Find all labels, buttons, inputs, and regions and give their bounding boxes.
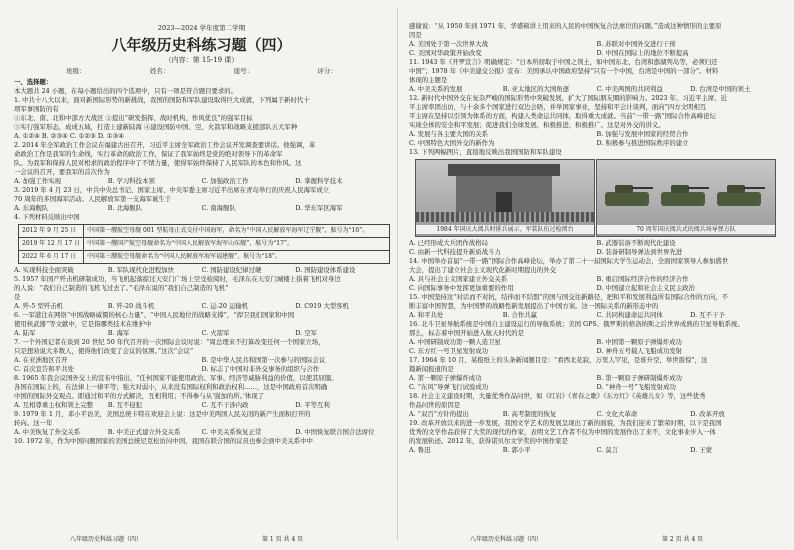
table-cell-date: 2019 年 12 月 17 日 [19,238,84,251]
question-14 [409,257,784,293]
question-line: 本大题共 24 小题，在每小题给出的四个选项中，只有一项是符合题目要求的。 [14,87,238,95]
option: B. 互不侵犯 [107,401,143,409]
question-line: 大会，提出了建立社会主义现代化新时期提出的外交 [409,266,556,274]
option: D. C919 大型客机 [295,302,349,310]
question-line: 3. 2019 年 4 月 23 日，中共中央总书记、国家主席、中央军委主席习近平出席在青岛举行的庆祝人民海军成立 [14,186,330,194]
question-line: 各国在国际上的，在法律上一律平等；强大对弱小，从来没有国际权利和政治权利……，这是中国政府首次明确 [14,383,328,391]
options [409,239,784,248]
footer-right-page: 第 2 页 共 4 页 [662,536,704,543]
option: B. 合作共赢 [502,311,538,319]
option: B. 中美正式建立外交关系 [107,428,181,436]
exam-title: 八年级历史科练习题（四） [111,36,292,54]
missile-vehicles-illustration [605,182,765,216]
question-15 [409,293,784,320]
option: A. 加强工作实现 [14,177,62,185]
question-4 [14,213,389,275]
question-line: 作品问世的原因是 [409,401,461,409]
option: A. 陆军 [14,329,36,337]
question-7 [14,338,389,374]
question-line: 只是想劝说大多数人，使得他们改变了会议的氛围。”这次“会议” [14,347,194,355]
question-line: ③实行强军形态，成成五域，打造上建新陆海 ④建设国防中国、空、火箭军和战略支援部队五大军种 [14,123,298,131]
question-16 [409,320,784,356]
option: C. 火箭军 [201,329,230,337]
option: D. 空军 [295,329,317,337]
options [14,266,389,275]
question-line: 项军事国防的有 [14,105,59,113]
option: A. 中美恢复了外交关系 [14,428,81,436]
option: B. 苏联对中国外交进行干预 [596,40,676,48]
options [409,338,784,347]
option: C. 向国际事务中发挥更加重要的作用 [409,284,514,292]
footer-left-page: 第 1 页 共 4 页 [262,536,304,543]
question-line: 9. 1979 年 1 月，邓小平访美，美国总统卡特在欢迎会上说：这是中美两国人民关闭的新产生面积打开的 [14,410,311,418]
options [409,40,784,49]
question-line: 13. 下列两幅图片，直接地反映出我国国防和军队建设 [409,148,562,156]
options [409,410,784,419]
option: D. “神舟一号”飞船发射成功 [596,383,676,391]
option: C. 由新一代科技提升新质战斗力 [409,248,501,256]
question-line: 19. 改革开放以来的进一步发展，我国文学艺术的发展呈现出了新的面貌，为我们迎来了繁荣时期，以下是我国 [409,419,722,427]
option: B. 武器装备不断现代化建设 [596,239,676,247]
school-year: 2023—2024 学年度第二学期 [157,24,246,32]
question-line: 因是 [409,31,422,39]
option: C. 美国对华政策开始改变 [409,49,482,57]
option: A. “双百”方针的提出 [409,410,469,418]
option: C. 互不干涉内政 [201,401,249,409]
question-line: 14. 中国举办首届“一带一路”国际合作高峰论坛，举办了第二十一届国际大学生运动会，全面国家领导人参加盛世 [409,257,729,265]
question-line: 实现全体的安全和平发展；促进我们全球发展，积极推进，积极推广。这是对外交的讲义。 [409,121,665,129]
question-8 [14,374,389,410]
photo-pair [415,159,776,237]
option: D. 装备研制导弹达到世界先进 [596,248,683,256]
table-row [19,225,390,238]
question-line: 7. 一个外国记者在谈到 20 世纪 50 年代召开的一次国际会议时说：“周总理来不打算改变任何一个国家立场， [14,338,325,346]
score-label: 评分： [317,67,337,75]
table-row [19,251,390,264]
option: D. 标志了中国对非外交事务的组织与合作 [201,365,320,373]
option: B. 是中华人民共和国第一次参与的国际会议 [201,356,326,364]
option: A. 已经形成大兵团作战格局 [409,239,488,247]
question-line: 感谢说：“从 1950 年到 1971 年，华盛顿讲上用来的人民的中国恢复合法席位的问题。”造成这种情形的主要原 [409,22,722,30]
footer-left-title: 八年级历史科练习题（四） [70,536,143,543]
question-line: 平主席在坚持以引领为体系的方面，构建人类命运共同体，取得重大成就。当前“一带一路”国际合作高峰论坛 [409,112,716,120]
options [409,85,784,94]
question-line: 4. 下列材料反映出中国 [14,213,80,221]
option: D. 改革开放 [690,410,725,418]
vehicle-shape [661,192,705,206]
option: D. 台湾是中国的领土 [690,85,751,93]
option: B. 北海舰队 [107,204,143,212]
tiananmen-gate-illustration [456,174,552,214]
question-line: 平主席率团出访，与十余多个国家进行双边会晤，并举国家事业，坚持和平会计谈判，面向”四方文明相互 [409,103,707,111]
option: B. 学习科技本领 [107,177,155,185]
options [409,275,784,284]
question-line: 1. 中共十八大以来，面对新国际形势的新挑战，我国的国防和军队建设取得巨大成就，下列属于新时代十 [14,96,310,104]
question-line: 15. 中国坚持这“对话而不对抗，结伴而不结盟”的国与国交往新路径，把和平和发展利益所有国际合作的方向，不 [409,293,729,301]
option: C. 首次宣告和平共处 [14,365,74,373]
option: C. 国防建设纪律过硬 [201,266,262,274]
options [14,329,389,338]
option: A. 中美关系的发展 [409,85,463,93]
page-right [397,0,794,550]
option: A. 歼-5 型歼击机 [14,302,63,310]
option: C. 加强政治工作 [201,177,249,185]
option: D. 互不干予 [690,311,725,319]
question-line: 使用核武器”等文献中，它是指哪类技术在维护中 [14,320,152,328]
question-line: 70 周年的多国海军活动。人民解放军第一支海军诞生于 [14,195,172,203]
parade-photo-70th [596,159,776,237]
option: B. 中国第一颗原子弹爆炸成功 [596,338,682,346]
student-info [34,67,369,76]
option: C. 莫言 [596,446,619,454]
options [409,139,784,148]
parade-photo-1984 [415,159,595,237]
vehicle-shape [717,192,761,206]
options [409,284,784,293]
option: C. 文化大革命 [596,410,638,418]
option: C. 运-20 运输机 [201,302,249,310]
question-6 [14,311,389,338]
table-cell-date: 2012 年 9 月 25 日 [19,225,84,238]
table-cell-event: 中国第一艘航空母舰 001 型航母正式交付中国海军，命名为“中国人民解放军海军辽宁舰”，舷号为“16”。 [84,225,390,238]
question-line: 命政治工作是我军的生命线，实行革命的政治工作，保证了我军始终是党的绝对领导下的革命军 [14,150,283,158]
question-line: 16. 北斗卫星导航系统是中国自主建设运行的导航系统；美国 GPS、俄罗斯的格洛纳斯之后世界成熟的卫星导航系统。 [409,320,744,328]
option: C. 南海舰队 [201,204,236,212]
question-line: 优秀的文学作品获得了大奖的现代的作家，表明文艺工作者不仅为中国的发展作出了来不，文化事业步入一体 [409,428,716,436]
question-line: 队。为我军和保持人民对相求的政治程序中了不情力量，使得军始终保持了人民军队的本色和作风。这 [14,159,302,167]
option: D. 掌握科学技术 [295,177,343,185]
options [409,311,784,320]
question-line: ①东北、南、北和中部方大战区 ②提出“研发指挥、战时机构、作风优良”的强军目标 [14,114,253,122]
option: D. 中国建立起和社会主义民主政治 [596,284,695,292]
question-line: 17. 1964 年 10 月，某报纸上的头条新闻题目是：“看西北花寂，万里人罕见，是谁升空，举世震惊”，这 [409,356,708,364]
question-line: 中国”；1978 年《中美建交公报》宣布：美国承认中国政府坚持“只有一个中国，台湾是中国的一部分”。材料 [409,67,719,75]
option: B. 军队现代化进程加快 [107,266,175,274]
option: A. 互相尊重主权和领土完整 [14,401,93,409]
options [14,428,389,437]
question-13 [409,148,784,257]
vehicle-shape [605,192,649,206]
question-line: 18. 社会主义建设时期，大量优秀作品问世，如《红岩》《青春之歌》《东方红》《英雄儿女》等，这些优秀 [409,392,706,400]
option: D. 王蒙 [690,446,712,454]
question-2 [14,141,389,186]
options [14,365,389,374]
question-line: 11. 1943 年《开罗宣言》明确规定：“日本所窃取于中国之领土，如中国东北、台湾和澎湖列岛等，必须归还 [409,58,718,66]
question-line: 10. 1972 年，作为中国问题国家的美国总统尼克松访问中国，我国在联合国的议员也参会到中美关系中中 [14,437,313,445]
table-row [19,238,390,251]
question-11 [409,58,784,94]
question-line: 那么，标志着中国开始进入航天时代的是 [409,329,525,337]
class-label: 班级： [66,67,86,75]
footer-right-title: 八年级历史科练习题（四） [470,536,543,543]
options [409,374,784,383]
option: D. 国防建设体系建设 [295,266,356,274]
options [14,356,389,365]
question-line: 的发展轨迹。2012 年，获得诺贝尔文学奖的中国作家是 [409,437,568,445]
option: A. 中国研制成功第一颗人造卫星 [409,338,501,346]
question-5 [14,275,389,311]
seat-label: 座号： [233,67,254,75]
options [14,204,389,213]
question-line: 篇新闻报道的是 [409,365,454,373]
options [409,347,784,356]
option: C. 东方红一号卫星发射成功 [409,347,489,355]
options [14,302,389,311]
options [14,177,389,186]
options [409,383,784,392]
question-19 [409,419,784,455]
table-cell-event: 中国第一艘国产航空母舰命名为“中国人民解放军海军山东舰”，舷号为“17”。 [84,238,390,251]
question-line: 断丰富中国智慧，为中国梦的战略性新发展提出了中国方案。这一国际关系的新形态中的 [409,302,659,310]
troop-formation-illustration [416,212,594,222]
option: D. 华东军区海军 [295,204,343,212]
option: A. 第一颗原子弹爆炸成功 [409,374,482,382]
options [409,49,784,58]
option: B. 重启国际经济合作的经济合作 [596,275,689,283]
option: D. 神舟五号载人飞船成功发射 [596,347,683,355]
question-12 [409,94,784,148]
question-line: 体现的主题是 [409,76,448,84]
option: D. 积极参与推进国际秩序的建立 [596,139,689,147]
option: C. 共同构建命运共同体 [596,311,663,319]
page-footer [0,534,794,544]
intro-block [14,87,389,141]
option: A. 实现科技全面突破 [14,266,74,274]
option: D. 平等互利 [295,401,330,409]
option: A. 鲁迅 [409,446,431,454]
option: A. 发展与各主要大国的关系 [409,130,488,138]
options [409,446,784,455]
name-label: 姓名： [149,67,170,75]
table-cell-event: 中国第三艘航空母舰命名为“中国人民解放军海军福建舰”，舷号为“18”。 [84,251,390,264]
question-line: 是 [14,293,21,301]
option: B. 歼-20 战斗机 [107,302,155,310]
question-line: 8. 1965 年我会议国外交上的宣布中指出，“任何国家不能使用政治、军事、经济等威胁利益的价值，以使其屈服。 [14,374,338,382]
question-3 [14,186,389,213]
option: D. 中国在国际上的地位不断提高 [596,49,689,57]
option: C. 中美两国的共同利益 [596,85,663,93]
question-line: 转向。这一年 [14,419,53,427]
aircraft-carrier-table [18,224,390,264]
option: C. 中美关系恢复正常 [201,428,262,436]
option: C. “东风”导弹飞行试验成功 [409,383,489,391]
table-cell-date: 2022 年 6 月 17 日 [19,251,84,264]
options [14,401,389,410]
option: A. 美国处于第一次世界大战 [409,40,488,48]
question-line: 5. 1957 年国产歼击机研制成功，当飞机起落掠过天安门广场上空受检阅时，毛泽东在天安门城楼上指着飞机对身边 [14,275,341,283]
question-line: 中国的国际外交观点。即通过和平的方式解决，互相利用；不得参与从‘强加的所。’体现了 [14,392,265,400]
option: B. 第一颗原子弹研制爆炸成功 [596,374,682,382]
options [409,130,784,139]
photo-caption: 70 周年国庆阅兵式的阅兵场导弹方队 [597,225,775,234]
question-line: 12. 新时代中国外交在复杂严峻的国际形势中突破发展，扩大了国际朋友圈的影响力。2023 年，习近平主席，近 [409,94,728,102]
question-line: 的人说：“我们自己制造的飞机飞过去了。”毛泽东说的“我们自己制造的飞机” [14,284,229,292]
option: A. 具与社会主义国家建立外交关系 [409,275,508,283]
options [409,248,784,257]
question-17 [409,356,784,392]
option: C. 中国特色大国外交的新作为 [409,139,495,147]
option: B. 亚太地区的大国角逐 [502,85,570,93]
option: B. 加强与发展中国家的经贸合作 [596,130,689,138]
question-line: 2. 2014 年全军政治工作会议在福建古田召开，习近平主席全军政治工作会议开发调查要讲话。他强调，革 [14,141,316,149]
photo-caption: 1984 年国庆大阅兵时排兵展示、军装队伍过检阅台 [416,225,594,234]
question-line: 6. 一军港注在网络“中国战略威慑的核心力量”、“中国人民地位的战略支撑”，“捍卫我们国家和中国 [14,311,295,319]
section-heading: 一、选择题： [14,78,53,86]
option: B. 郭小平 [502,446,531,454]
option: A. 和平共处 [409,311,444,319]
exam-scope: （内容：第 15-19 课） [164,56,239,64]
option: B. 海军 [107,329,130,337]
option: A. 东海舰队 [14,204,49,212]
question-10-cont [409,22,784,58]
option: D. 中国恢复联合国合法席位 [295,428,375,436]
question-line: A. ①②④ B. ②③④ C. ①②③ D. ①③④ [14,132,124,140]
question-18 [409,392,784,419]
question-9 [14,410,389,437]
option: B. 高考制度的恢复 [502,410,557,418]
option: A. 在亚洲地区召开 [14,356,68,364]
question-line: 一会议的召开，要我军的首次作为 [14,168,110,176]
